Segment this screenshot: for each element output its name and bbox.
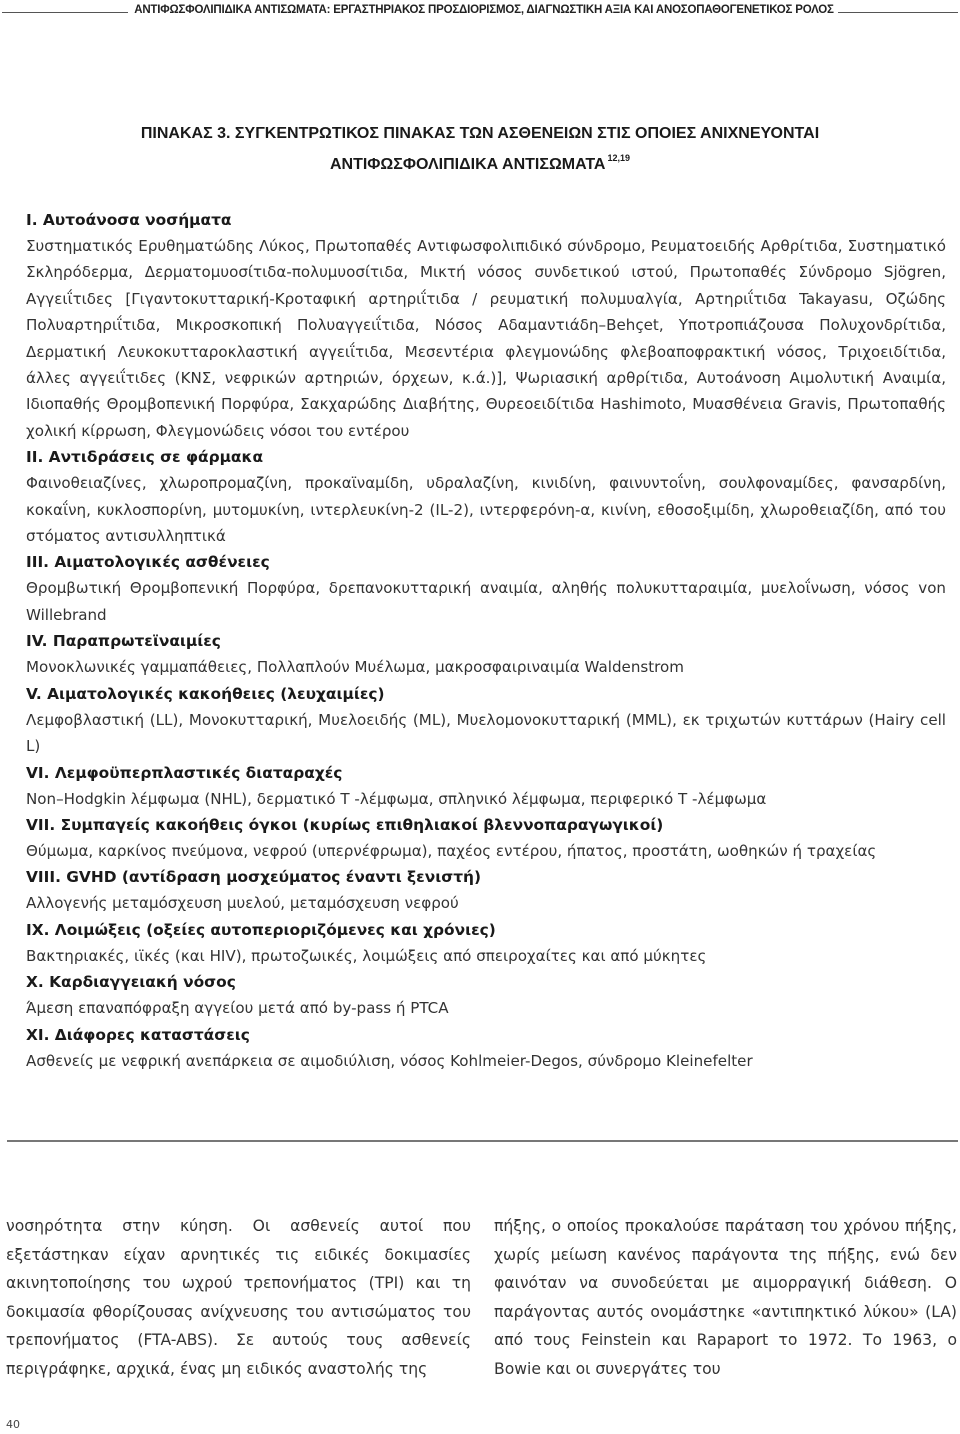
section-heading: II. Αντιδράσεις σε φάρμακα [26,448,264,467]
page-number: 40 [6,1418,20,1431]
table-section-7 [26,812,946,864]
header-rule-right [838,12,958,13]
table-title-line2-wrap [0,146,960,177]
table-title-line1: ΠΙΝΑΚΑΣ 3. ΣΥΓΚΕΝΤΡΩΤΙΚΟΣ ΠΙΝΑΚΑΣ ΤΩΝ ΑΣΘΕΝΕΙΩΝ ΣΤΙΣ ΟΠΟΙΕΣ ΑΝΙΧΝΕΥΟΝΤΑΙ [140,125,820,142]
section-heading: IX. Λοιμώξεις (οξείες αυτοπεριοριζόμενες και χρόνιες) [26,920,496,939]
table-bottom-rule [7,1140,958,1142]
section-text: Non–Hodgkin λέμφωμα (NHL), δερματικό Τ -λέμφωμα, σπληνικό λέμφωμα, περιφερικό Τ -λέμφωμα [26,789,767,808]
section-text: Ασθενείς με νεφρική ανεπάρκεια σε αιμοδιύλιση, νόσος Kohlmeier-Degos, σύνδρομο Kleinefelter [26,1051,753,1070]
table-section-9 [26,917,946,969]
section-text: Συστηματικός Ερυθηματώδης Λύκος, Πρωτοπαθές Αντιφωσφολιπιδικό σύνδρομο, Ρευματοειδής Αρθρίτιδα, Συστηματικό Σκληρόδερμα, Δερματομυοσίτιδα-πολυμυοσίτιδα, Μικτή νόσος συνδετικού ιστού, Πρωτοπαθές Σύνδρομο Sjögren, Αγγειΐτιδες [Γιγαντοκυτταρική-Κροταφική αρτηριΐτιδα / ρευματική πολυμυαλγία, Αρτηριΐτιδα Takayasu, Οζώδης Πολυαρτηριΐτιδα, Μικροσκοπική Πολυαγγειΐτιδα, Νόσος Αδαμαντιάδη–Behçet, Υποτροπιάζουσα Πολυχονδρίτιδα, Δερματική Λευκοκυτταροκλαστική αγγειΐτιδα, Μεσεντέρια φλεγμονώδης φλεβοαποφρακτική νόσος, Τριχοειδίτιδα, άλλες αγγειΐτιδες (ΚΝΣ, νεφρικών αρτηριών, όρχεων, κ.ά.)], Ψωριασική αρθρίτιδα, Αυτοάνοση Αιμολυτική Αναιμία, Ιδιοπαθής Θρομβοπενική Πορφύρα, Σακχαρώδης Διαβήτης, Θυρεοειδίτιδα Hashimoto, Μυασθένεια Gravis, Πρωτοπαθής χολική κίρρωση, Φλεγμονώδεις νόσοι του εντέρου [26,237,946,440]
body-column-left: νοσηρότητα στην κύηση. Οι ασθενείς αυτοί που εξετάστηκαν είχαν αρνητικές τις ειδικές δοκιμασίες ακινητοποίησης του ωχρού τρεπονήματος (TPI) και τη δοκιμασία φθορίζουσας ανίχνευσης του αντισώματος του τρεπονήματος (FTA-ABS). Σε αυτούς τους ασθενείς περιγράφηκε, αρχικά, ένας μη ειδικός αναστολής της [6,1217,471,1378]
table-section-5 [26,681,946,760]
section-heading: VII. Συμπαγείς κακοήθεις όγκοι (κυρίως επιθηλιακοί βλεννοπαραγωγικοί) [26,815,664,834]
table-section-1 [26,207,946,444]
section-text: Μονοκλωνικές γαμμαπάθειες, Πολλαπλούν Μυέλωμα, μακροσφαιριναιμία Waldenstrom [26,658,684,677]
table-title-refs: 12,19 [607,153,631,163]
section-heading: IV. Παραπρωτεϊναιμίες [26,632,221,651]
body-column-right: πήξης, ο οποίος προκαλούσε παράταση του χρόνου πήξης, χωρίς μείωση κανένος παράγοντα της πήξης, ενώ δεν φαινόταν να συνοδεύεται με αιμορραγική διάθεση. Ο παράγοντας αυτός ονομάστηκε «αντιπηκτικό λύκου» (LA) από τους Feinstein και Rapaport το 1972. Το 1963, ο Bowie και οι συνεργάτες του [494,1217,957,1378]
table-section-3 [26,549,946,628]
section-text: Άμεση επαναπόφραξη αγγείου μετά από by-pass ή PTCA [26,999,449,1018]
section-heading: XI. Διάφορες καταστάσεις [26,1025,250,1044]
table-section-10 [26,969,946,1021]
section-heading: X. Καρδιαγγειακή νόσος [26,973,236,992]
header-rule-left [2,12,128,13]
section-text: Θύμωμα, καρκίνος πνεύμονα, νεφρού (υπερνέφρωμα), παχέος εντέρου, ήπατος, προστάτη, ωοθηκών ή τραχείας [26,841,877,860]
section-text: Φαινοθειαζίνες, χλωροπρομαζίνη, προκαϊναμίδη, υδραλαζίνη, κινιδίνη, φαινυντοΐνη, σουλφοναμίδες, φανσαρδίνη, κοκαΐνη, κυκλοσπορίνη, μυτομυκίνη, ιντερλευκίνη-2 (IL-2), ιντερφερόνη-α, κινίνη, εθοσοξιμίδη, χλωροθειαζίδη, από του στόματος αντισυλληπτικά [26,474,946,546]
section-text: Λεμφοβλαστική (LL), Μονοκυτταρική, Μυελοειδής (ML), Μυελομονοκυτταρική (MML), εκ τριχωτών κυττάρων (Hairy cell L) [26,710,946,756]
table-title [0,122,960,177]
table-title-line2: ΑΝΤΙΦΩΣΦΟΛΙΠΙΔΙΚΑ ΑΝΤΙΣΩΜΑΤΑ [329,156,606,173]
section-text: Θρομβωτική Θρομβοπενική Πορφύρα, δρεπανοκυτταρική αναιμία, αληθής πολυκυτταραιμία, μυελοΐνωση, νόσος von Willebrand [26,579,946,624]
section-text: Αλλογενής μεταμόσχευση μυελού, μεταμόσχευση νεφρού [26,894,459,913]
section-text: Βακτηριακές, ιϊκές (και HIV), πρωτοζωικές, λοιμώξεις από σπειροχαίτες και από μύκητες [26,946,707,965]
section-heading: VI. Λεμφοϋπερπλαστικές διαταραχές [26,763,343,782]
running-title: ΑΝΤΙΦΩΣΦΟΛΙΠΙΔΙΚΑ ΑΝΤΙΣΩΜΑΤΑ: ΕΡΓΑΣΤΗΡΙΑΚΟΣ ΠΡΟΣΔΙΟΡΙΣΜΟΣ, ΔΙΑΓΝΩΣΤΙΚΗ ΑΞΙΑ ΚΑΙ ΑΝΟΣΟΠΑΘΟΓΕΝΕΤΙΚΟΣ ΡΟΛΟΣ [134,4,834,16]
running-header [0,4,960,20]
table-body [26,207,946,1074]
table-section-8 [26,864,946,916]
table-section-4 [26,628,946,680]
section-heading: III. Αιματολογικές ασθένειες [26,553,270,572]
section-heading: I. Αυτοάνοσα νοσήματα [26,211,232,229]
table-section-2 [26,444,946,549]
section-heading: VIII. GVHD (αντίδραση μοσχεύματος έναντι ξενιστή) [26,868,482,887]
table-section-6 [26,760,946,812]
section-heading: V. Αιματολογικές κακοήθειες (λευχαιμίες) [26,684,385,703]
table-section-11 [26,1022,946,1074]
